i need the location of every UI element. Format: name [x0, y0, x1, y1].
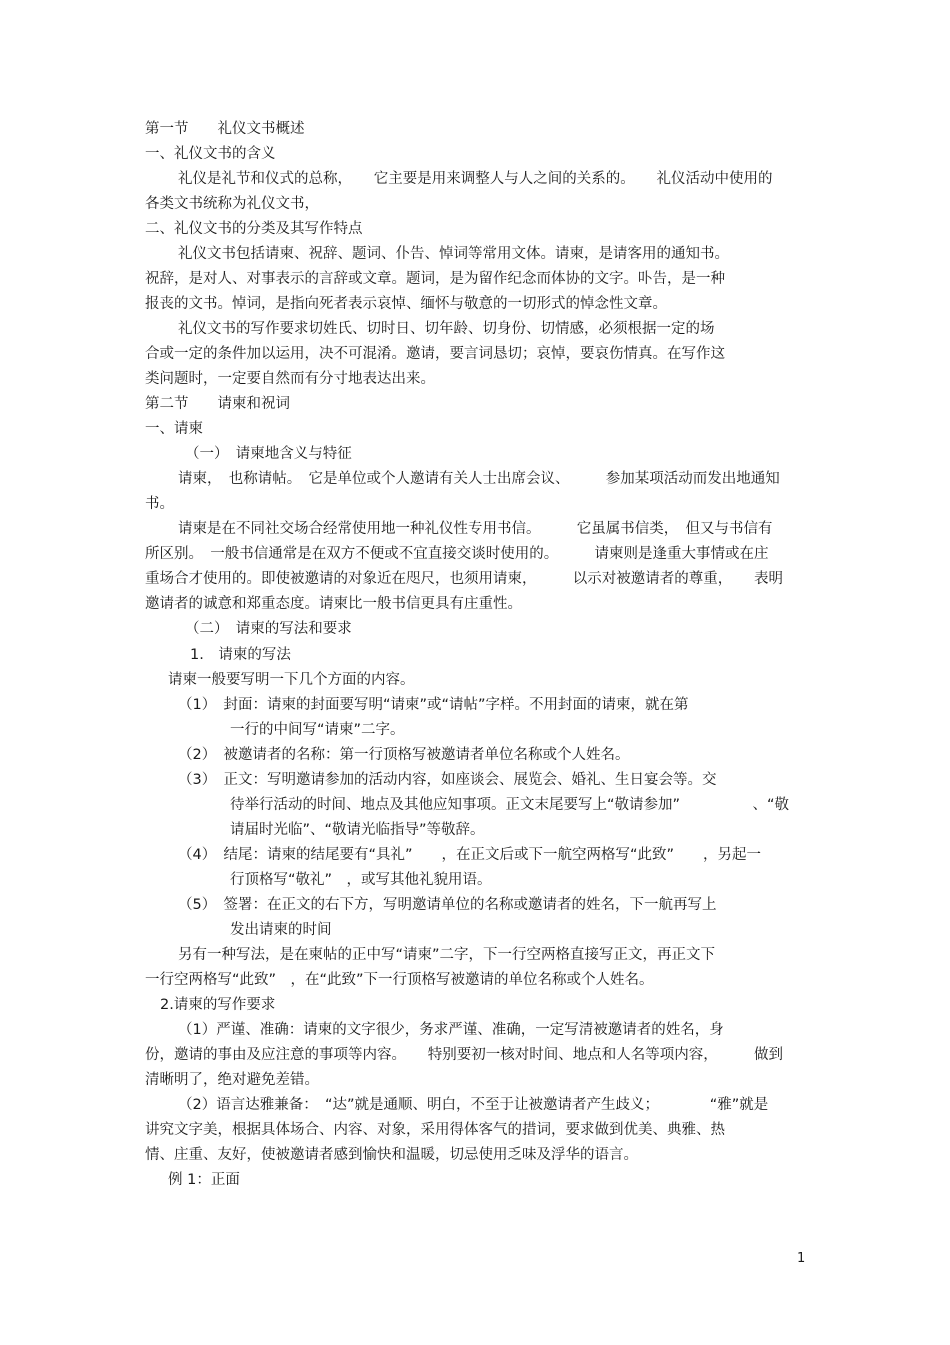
text-line: 请柬是在不同社交场合经常使用地一种礼仪性专用书信。 它虽属书信类， 但又与书信有 — [178, 521, 773, 537]
section-heading: 第一节 礼仪文书概述 — [145, 121, 305, 137]
list-item-continuation: 请届时光临”、“敬请光临指导”等敬辞。 — [230, 822, 485, 838]
text-line: 讲究文字美，根据具体场合、内容、对象，采用得体客气的措词，要求做到优美、典雅、热 — [145, 1122, 725, 1138]
text-line: 祝辞，是对人、对事表示的言辞或文章。题词，是为留作纪念而体协的文字。卟告，是一种 — [145, 271, 725, 287]
subheading: 2.请柬的写作要求 — [160, 997, 276, 1013]
list-item: （3） 正文：写明邀请参加的活动内容，如座谈会、展览会、婚礼、生日宴会等。交 — [178, 772, 717, 788]
subheading: 一、礼仪文书的含义 — [145, 146, 276, 162]
subheading: 二、礼仪文书的分类及其写作特点 — [145, 221, 363, 237]
list-item: （4） 结尾：请柬的结尾要有“具礼” ，在正文后或下一航空两格写“此致” ，另起一 — [178, 847, 762, 863]
text-line: （1）严谨、准确：请柬的文字很少，务求严谨、准确，一定写清被邀请者的姓名，身 — [178, 1022, 724, 1038]
list-item-continuation: 行顶格写“敬礼” ，或写其他礼貌用语。 — [230, 872, 492, 888]
example-label: 例 1：正面 — [168, 1172, 240, 1188]
text-line: 报丧的文书。悼词，是指向死者表示哀悼、缅怀与敬意的一切形式的悼念性文章。 — [145, 296, 667, 312]
text-line: 一行空两格写“此致” ，在“此致”下一行顶格写被邀请的单位名称或个人姓名。 — [145, 972, 654, 988]
text-line: 邀请者的诚意和郑重态度。请柬比一般书信更具有庄重性。 — [145, 596, 522, 612]
text-line: 清晰明了，绝对避免差错。 — [145, 1072, 319, 1088]
list-item-continuation: 一行的中间写“请柬”二字。 — [230, 722, 405, 738]
list-item: （5） 签署：在正文的右下方，写明邀请单位的名称或邀请者的姓名，下一航再写上 — [178, 897, 717, 913]
text-line: 各类文书统称为礼仪文书， — [145, 196, 319, 212]
text-line: 请柬， 也称请帖。 它是单位或个人邀请有关人士出席会议、 参加某项活动而发出地通知 — [178, 471, 780, 487]
page-number: 1 — [797, 1251, 806, 1266]
subheading: （一） 请柬地含义与特征 — [185, 446, 352, 462]
text-line: 书。 — [145, 496, 174, 512]
text-line: 请柬一般要写明一下几个方面的内容。 — [168, 672, 415, 688]
text-line: 合或一定的条件加以运用，决不可混淆。邀请，要言词恳切；哀悼，要哀伤情真。在写作这 — [145, 346, 725, 362]
text-line: （2）语言达雅兼备： “达”就是通顺、明白，不至于让被邀请者产生歧义； “雅”就是 — [178, 1097, 769, 1113]
text-line: 重场合才使用的。即使被邀请的对象近在咫尺，也须用请柬， 以示对被邀请者的尊重， 表明 — [145, 571, 783, 587]
subheading: 1. 请柬的写法 — [190, 647, 291, 663]
text-line: 份，邀请的事由及应注意的事项等内容。 特别要初一核对时间、地点和人名等项内容， 做到 — [145, 1047, 783, 1063]
text-line: 所区别。 一般书信通常是在双方不便或不宜直接交谈时使用的。 请柬则是逢重大事情或在庄 — [145, 546, 769, 562]
list-item: （1） 封面：请柬的封面要写明“请柬”或“请帖”字样。不用封面的请柬，就在第 — [178, 697, 689, 713]
list-item-continuation: 待举行活动的时间、地点及其他应知事项。正文末尾要写上“敬请参加” 、“敬 — [230, 797, 790, 813]
list-item-continuation: 发出请柬的时间 — [230, 922, 332, 938]
text-line: 礼仪文书包括请柬、祝辞、题词、仆告、悼词等常用文体。请柬，是请客用的通知书。 — [178, 246, 729, 262]
subheading: 一、请柬 — [145, 421, 203, 437]
text-line: 情、庄重、友好，使被邀请者感到愉快和温暖，切忌使用乏味及浮华的语言。 — [145, 1147, 638, 1163]
text-line: 礼仪文书的写作要求切姓氏、切时日、切年龄、切身份、切情感，必须根据一定的场 — [178, 321, 715, 337]
subheading: （二） 请柬的写法和要求 — [185, 621, 352, 637]
text-line: 另有一种写法，是在柬帖的正中写“请柬”二字，下一行空两格直接写正文，再正文下 — [178, 947, 716, 963]
section-heading: 第二节 请柬和祝词 — [145, 396, 290, 412]
list-item: （2） 被邀请者的名称：第一行顶格写被邀请者单位名称或个人姓名。 — [178, 747, 630, 763]
text-line: 类问题时，一定要自然而有分寸地表达出来。 — [145, 371, 435, 387]
text-line: 礼仪是礼节和仪式的总称， 它主要是用来调整人与人之间的关系的。 礼仪活动中使用的 — [178, 171, 773, 187]
